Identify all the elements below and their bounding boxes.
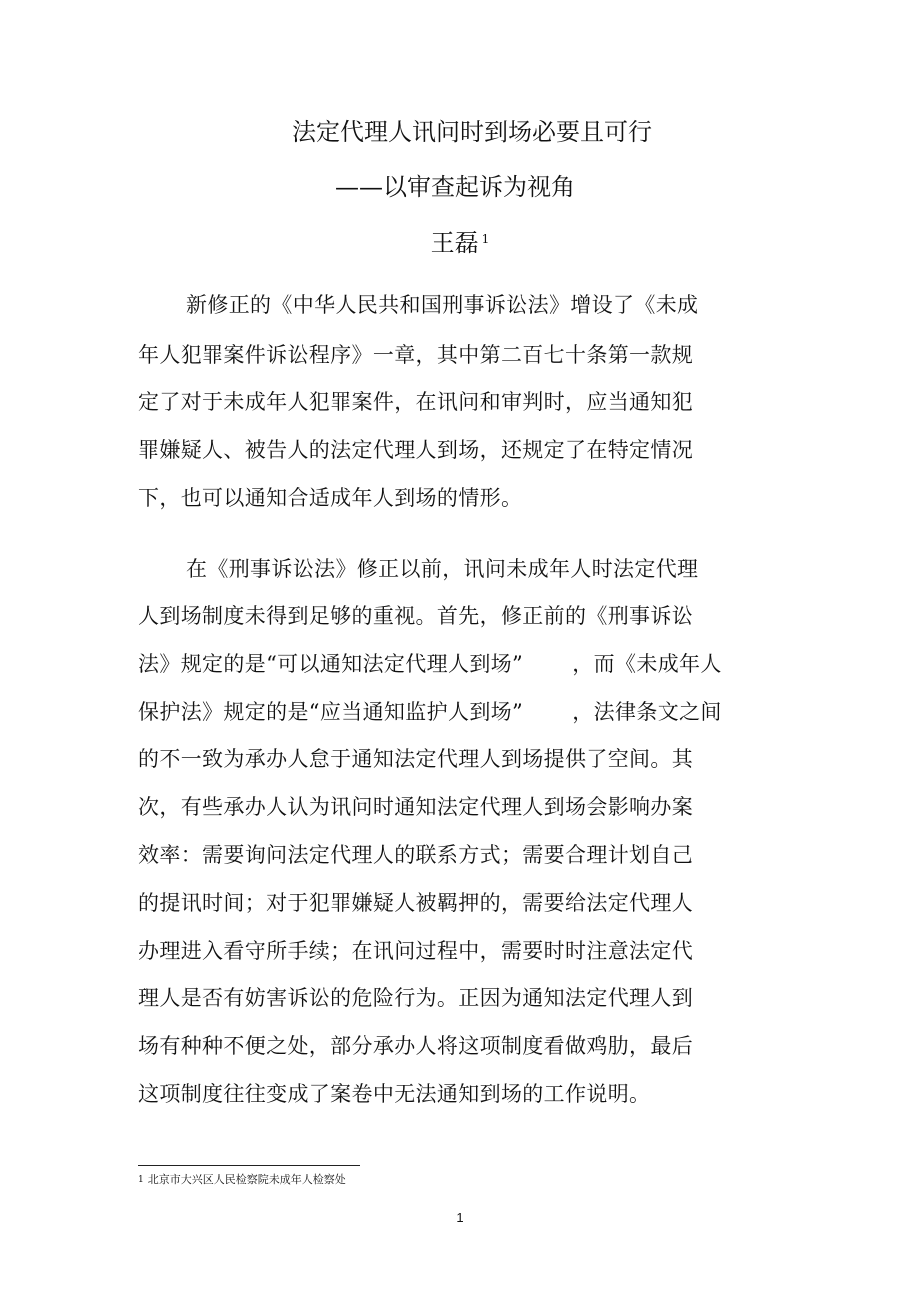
page-number: 1	[456, 1210, 464, 1225]
paragraph-line: 这项制度往往变成了案卷中无法通知到场的工作说明。	[138, 1082, 651, 1106]
footnote	[138, 1172, 346, 1188]
footnote-text: 北京市大兴区人民检察院未成年人检察处	[147, 1173, 346, 1186]
paragraph-line: 定了对于未成年人犯罪案件，在讯问和审判时，应当通知犯	[138, 390, 694, 414]
paragraph-line: 场有种种不便之处，部分承办人将这项制度看做鸡肋，最后	[138, 1034, 694, 1058]
paragraph-line: 的不一致为承办人怠于通知法定代理人到场提供了空间。其	[138, 747, 694, 771]
author-line	[0, 228, 920, 258]
paragraph-line: 效率：需要询问法定代理人的联系方式；需要合理计划自己	[138, 843, 694, 867]
paragraph-line: 理人是否有妨害诉讼的危险行为。正因为通知法定代理人到	[138, 986, 694, 1010]
document-title: 法定代理人讯问时到场必要且可行	[292, 118, 652, 146]
paragraph-line: 办理进入看守所手续；在讯问过程中，需要时时注意法定代	[138, 939, 694, 963]
footnote-mark: 1	[138, 1175, 144, 1185]
paragraph-line: 的提讯时间；对于犯罪嫌疑人被羁押的，需要给法定代理人	[138, 891, 694, 915]
paragraph-line: 在《刑事诉讼法》修正以前，讯问未成年人时法定代理	[186, 557, 699, 581]
paragraph-line: 年人犯罪案件诉讼程序》一章，其中第二百七十条第一款规	[138, 343, 694, 367]
paragraph-line: 次，有些承办人认为讯问时通知法定代理人到场会影响办案	[138, 795, 694, 819]
paragraph-line: 保护法》规定的是“应当通知监护人到场” ，法律条文之间	[138, 700, 722, 724]
author-footnote-mark[interactable]: 1	[481, 232, 490, 246]
footnote-divider	[138, 1165, 360, 1166]
paragraph-line: 新修正的《中华人民共和国刑事诉讼法》增设了《未成	[186, 293, 699, 317]
paragraph-line: 下，也可以通知合适成年人到场的情形。	[138, 486, 523, 510]
paragraph-line: 人到场制度未得到足够的重视。首先，修正前的《刑事诉讼	[138, 604, 694, 628]
paragraph-line: 罪嫌疑人、被告人的法定代理人到场，还规定了在特定情况	[138, 438, 694, 462]
document-subtitle: ——以审查起诉为视角	[335, 173, 575, 201]
paragraph-line: 法》规定的是“可以通知法定代理人到场” ，而《未成年人	[138, 652, 722, 676]
author-name: 王磊	[430, 229, 479, 257]
